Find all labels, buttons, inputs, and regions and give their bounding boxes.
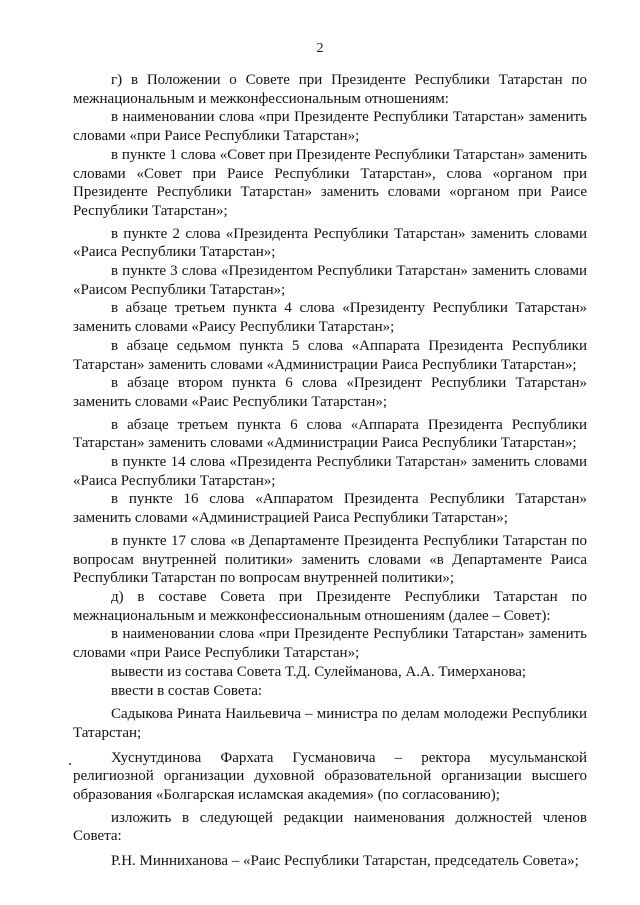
paragraph-point-16: в пункте 16 слова «Аппаратом Президента Республики Татарстан» заменить словами «Администрацией Раиса Республики Татарстан»; (73, 491, 587, 527)
paragraph-point-17: в пункте 17 слова «в Департаменте Президента Республики Татарстан по вопросам внутренней политики» заменить словами «в Департаменте Раиса Республики Татарстан по вопросам внутренней политики»; (73, 532, 587, 587)
paragraph-add-members: ввести в состав Совета: (111, 682, 263, 699)
paragraph-point-2: в пункте 2 слова «Президента Республики Татарстан» заменить словами «Раиса Республики Татарстан»; (73, 225, 587, 261)
paragraph-point-5: в абзаце седьмом пункта 5 слова «Аппарата Президента Республики Татарстан» заменить словами «Администрации Раиса Республики Татарстан»; (73, 337, 587, 373)
paragraph-item-d: д) в составе Совета при Президенте Республики Татарстан по межнациональным и межконфессиональным отношениям (далее – Совет): (73, 588, 587, 624)
paragraph-point-1: в пункте 1 слова «Совет при Президенте Республики Татарстан» заменить словами «Совет при Раисе Республики Татарстан», слова «органом при Президенте Республики Татарстан» заменить словами «органом при Раисе Республики Татарстан»; (73, 146, 587, 219)
paragraph-point-3: в пункте 3 слова «Президентом Республики Татарстан» заменить словами «Раисом Республики Татарстан»; (73, 263, 587, 298)
paragraph-point-4: в абзаце третьем пункта 4 слова «Президенту Республики Татарстан» заменить словами «Раису Республики Татарстан»; (73, 300, 587, 336)
paragraph-member-minnikhanov: Р.Н. Минниханова – «Раис Республики Татарстан, председатель Совета»; (111, 853, 579, 870)
paragraph-point-14: в пункте 14 слова «Президента Республики Татарстан» заменить словами «Раиса Республики Татарстан»; (73, 454, 587, 489)
paragraph-point-6-second: в абзаце втором пункта 6 слова «Президент Республики Татарстан» заменить словами «Раис Республики Татарстан»; (73, 375, 587, 410)
paragraph-council-title-change: в наименовании слова «при Президенте Республики Татарстан» заменить словами «при Раисе Республики Татарстан»; (73, 626, 587, 662)
paragraph-remove-members: вывести из состава Совета Т.Д. Сулейманова, А.А. Тимерханова; (111, 663, 527, 680)
paragraph-member-khusnutdinov: Хуснутдинова Фархата Гусмановича – ректора мусульманской религиозной организации духовной образовательной организации высшего образования «Болгарская исламская академия» (по согласованию); (73, 749, 587, 804)
paragraph-point-6-third: в абзаце третьем пункта 6 слова «Аппарата Президента Республики Татарстан» заменить словами «Администрации Раиса Республики Татарстан»; (73, 416, 587, 452)
document-body (73, 71, 587, 871)
paragraph-member-sadykov: Садыкова Рината Наильевича – министра по делам молодежи Республики Татарстан; (73, 706, 587, 741)
paragraph-title-change: в наименовании слова «при Президенте Республики Татарстан» заменить словами «при Раисе Республики Татарстан»; (73, 109, 587, 145)
scan-speck (69, 763, 71, 765)
paragraph-positions-intro: изложить в следующей редакции наименования должностей членов Совета: (73, 809, 587, 845)
page-number: 2 (316, 41, 324, 56)
paragraph-item-g: г) в Положении о Совете при Президенте Республики Татарстан по межнациональным и межконфессиональным отношениям: (73, 72, 587, 107)
